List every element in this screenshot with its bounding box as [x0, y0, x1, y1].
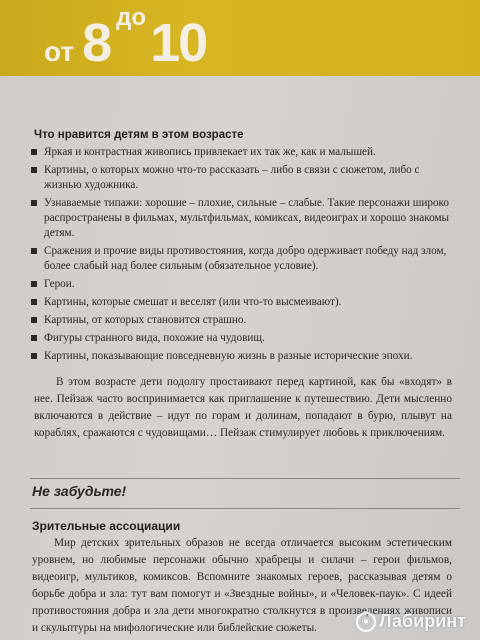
bullet-icon — [31, 353, 37, 359]
likes-list — [30, 145, 450, 367]
section-title: Что нравится детям в этом возрасте — [34, 129, 244, 141]
chapter-banner — [0, 0, 480, 76]
body-paragraph-text: В этом возрасте дети подолгу простаивают перед картиной, как бы «входят» в нее. Пейзаж часто воспринимается как приглашение к путешествию. Дети мысленно включаются в действие – идут по горам и долинам, попадают в бурю, плывут на кораблях, сражаются с чудовищами… Пейзаж стимулирует любовь к приключениям. — [34, 376, 452, 439]
bullet-icon — [31, 317, 37, 323]
bullet-icon — [31, 149, 37, 155]
age-range-heading — [44, 0, 206, 76]
banner-eight: 8 — [82, 13, 113, 73]
list-item — [30, 313, 450, 328]
bullet-icon — [31, 167, 37, 173]
list-item — [30, 331, 450, 346]
list-item — [30, 145, 450, 160]
bullet-icon — [31, 299, 37, 305]
associations-paragraph-text: Мир детских зрительных образов не всегда отличается высоким эстетическим уровнем, но любимые персонажи обычно храбрецы и силачи – герои фильмов, видеоигр, мультиков, комиксов. Вспомните знакомых героев, рассказывая детям о борьбе добра и зла: тут вам помогут и «Звездные войны», и «Человек-паук». С идеей противостояния добра и зла дети многократно столкнутся в произведениях живописи и скульптуры на мифологические или библейские сюжеты. — [32, 537, 452, 634]
divider-bottom — [30, 508, 460, 509]
list-item — [30, 277, 450, 292]
list-item-text: Фигуры странного вида, похожие на чудовищ. — [44, 332, 265, 344]
subsection-title: Зрительные ассоциации — [32, 519, 181, 533]
list-item-text: Картины, о которых можно что-то рассказать – либо в связи с сюжетом, либо с жизнью художника. — [44, 164, 420, 191]
bullet-icon — [31, 335, 37, 341]
bullet-icon — [31, 248, 37, 254]
list-item — [30, 196, 450, 241]
watermark-text: Лабиринт — [378, 611, 466, 631]
labyrinth-logo-icon: ◉ — [356, 612, 376, 632]
list-item-text: Сражения и прочие виды противостояния, когда добро одерживает победу над злом, более слабый над более сильным (обязательное условие). — [44, 245, 447, 272]
store-watermark — [356, 611, 466, 632]
list-item-text: Картины, показывающие повседневную жизнь в разные исторические эпохи. — [44, 350, 413, 362]
bullet-icon — [31, 200, 37, 206]
bullet-icon — [31, 281, 37, 287]
banner-do: до — [116, 4, 147, 31]
list-item-text: Картины, которые смешат и веселят (или что-то высмеивают). — [44, 296, 342, 308]
list-item-text: Картины, от которых становится страшно. — [44, 314, 247, 326]
list-item — [30, 244, 450, 274]
list-item-text: Узнаваемые типажи: хорошие – плохие, сильные – слабые. Такие персонажи широко распространены в фильмах, мультфильмах, комиксах, видеоиграх и хорошо знакомы детям. — [44, 197, 450, 239]
banner-ot: от — [44, 36, 75, 67]
list-item — [30, 295, 450, 310]
list-item — [30, 163, 450, 193]
list-item-text: Яркая и контрастная живопись привлекает их так же, как и малышей. — [44, 146, 376, 158]
banner-ten: 10 — [150, 13, 207, 73]
divider-top — [30, 478, 460, 479]
remember-heading: Не забудьте! — [32, 483, 127, 499]
list-item — [30, 349, 450, 364]
list-item-text: Герои. — [44, 278, 75, 290]
body-paragraph — [34, 374, 452, 442]
